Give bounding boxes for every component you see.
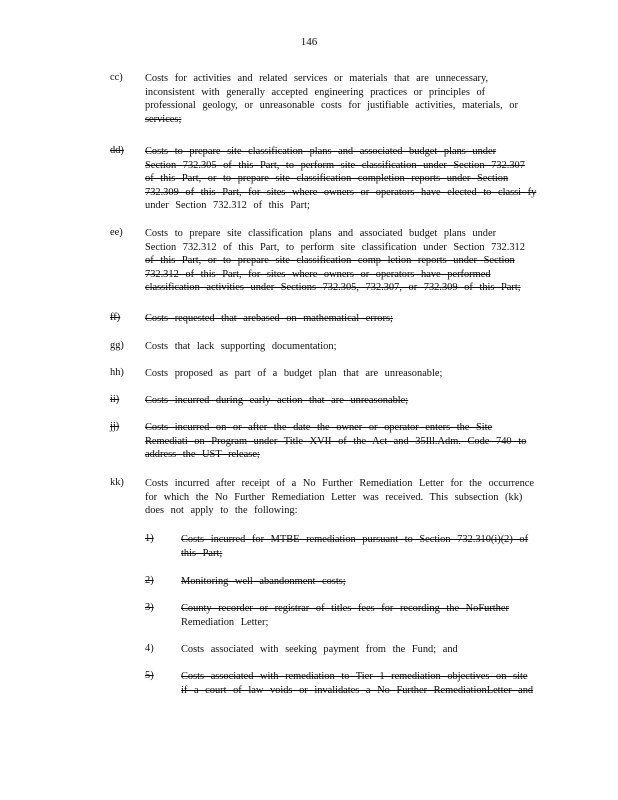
text-line-struck: Costs incurred during early action that are unreasonable;	[145, 395, 409, 406]
text-line-struck: Monitoring well abandonment costs;	[181, 576, 346, 587]
text-line-struck: Costs to prepare site classification plans and associated budget plans under	[145, 146, 497, 157]
text-line-struck: if a court of law voids or invalidates a No Further RemediationLetter and	[181, 684, 534, 696]
text-line-struck: classification activities under Sections 732.305, 732.307, or 732.309 of this Part;	[145, 282, 521, 293]
text-line: Costs associated with seeking payment from the Fund; and	[181, 644, 458, 655]
text-line: under Section 732.312 of this Part;	[145, 200, 310, 211]
item-label: ff)	[110, 312, 121, 323]
subitem-text	[181, 575, 537, 589]
item-text	[145, 477, 535, 518]
item-label: gg)	[110, 340, 124, 351]
item-text	[145, 340, 535, 354]
item-text	[145, 394, 535, 408]
subitem-text	[181, 643, 537, 657]
item-text	[145, 145, 535, 213]
subitem-label: 3)	[145, 602, 154, 613]
text-line: Costs proposed as part of a budget plan that are unreasonable;	[145, 368, 443, 379]
text-line: Costs to prepare site classification plans and associated budget plans under	[145, 228, 497, 239]
text-line: Costs incurred after receipt of a No Further Remediation Letter for the occurrence	[145, 478, 535, 489]
text-line: inconsistent with generally accepted engineering practices or principles of	[145, 86, 486, 98]
text-line-struck: Section 732.305 of this Part, to perform site classification under Section 732.307	[145, 159, 525, 171]
text-line: Costs for activities and related services or materials that are unnecessary,	[145, 73, 489, 84]
text-line-struck: 732.309 of this Part, for sites where owners or operators have elected to classi fy	[145, 186, 537, 198]
text-line: does not apply to the following:	[145, 505, 298, 516]
item-text	[145, 367, 535, 381]
item-label: kk)	[110, 477, 124, 488]
text-line-struck: Costs associated with remediation to Tier 1 remediation objectives on site	[181, 671, 528, 682]
text-line-struck: Costs incurred on or after the date the owner or operator enters the Site	[145, 422, 493, 433]
text-line: for which the No Further Remediation Letter was received. This subsection (kk)	[145, 491, 523, 503]
text-line-struck: Costs incurred for MTBE remediation pursuant to Section 732.310(i)(2) of	[181, 534, 529, 545]
text-line: Section 732.312 of this Part, to perform site classification under Section 732.312	[145, 241, 525, 253]
item-text	[145, 227, 535, 295]
text-line-struck: address the UST release;	[145, 449, 260, 460]
item-label: dd)	[110, 145, 124, 156]
item-text	[145, 421, 535, 462]
text-line: professional geology, or unreasonable costs for justifiable activities, materials, or	[145, 100, 518, 111]
subitem-text	[181, 533, 537, 560]
text-line-struck: this Part;	[181, 547, 223, 559]
item-label: jj)	[110, 421, 120, 432]
text-line-struck: services;	[145, 113, 182, 125]
item-label: ee)	[110, 227, 123, 238]
text-line-struck: of this Part, or to prepare site classification completion reports under Section	[145, 173, 509, 184]
text-line: Remediation Letter;	[181, 616, 269, 628]
subitem-label: 4)	[145, 643, 154, 654]
item-text	[145, 72, 535, 126]
text-line-struck: Remediati on Program under Title XVII of the Act and 35Ill.Adm. Code 740 to	[145, 435, 527, 447]
subitem-text	[181, 602, 537, 629]
item-label: ii)	[110, 394, 120, 405]
page-number: 146	[300, 36, 318, 48]
text-line-struck: County recorder or registrar of titles fees for recording the NoFurther	[181, 603, 509, 614]
item-label: hh)	[110, 367, 124, 378]
subitem-label: 2)	[145, 575, 154, 586]
text-line-struck: 732.312 of this Part, for sites where owners or operators have performed	[145, 268, 491, 280]
subitem-text	[181, 670, 537, 697]
text-line-struck: of this Part, or to prepare site classification comp letion reports under Section	[145, 255, 515, 266]
subitem-label: 1)	[145, 533, 154, 544]
subitem-label: 5)	[145, 670, 154, 681]
text-line-struck: Costs requested that arebased on mathematical errors;	[145, 313, 393, 324]
text-line: Costs that lack supporting documentation;	[145, 341, 337, 352]
item-label: cc)	[110, 72, 123, 83]
item-text	[145, 312, 535, 326]
